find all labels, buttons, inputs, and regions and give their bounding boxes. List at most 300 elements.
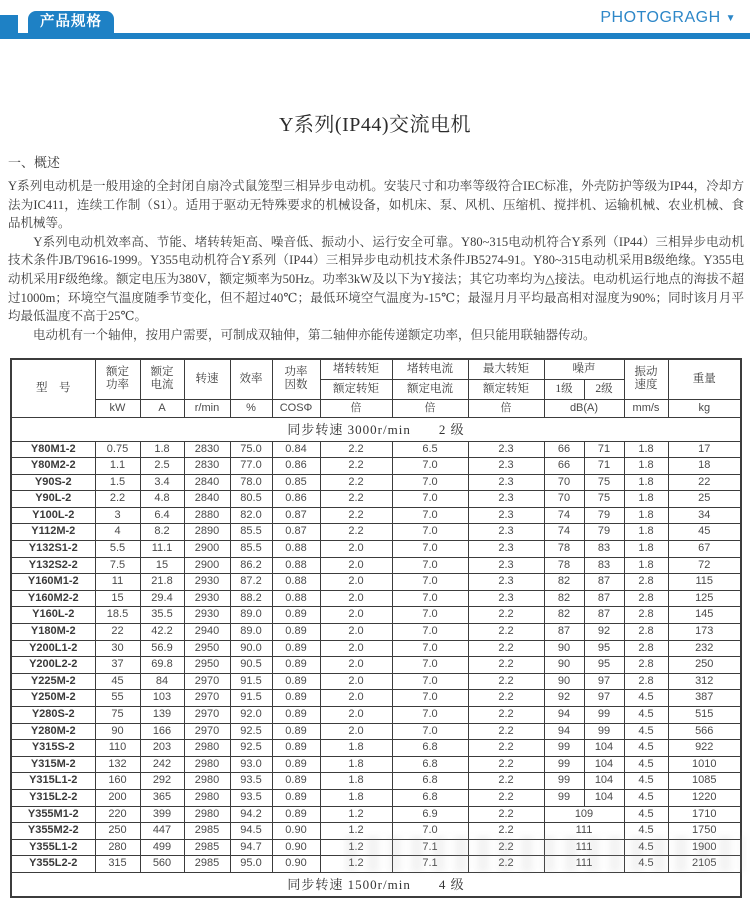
model-cell: Y100L-2: [11, 507, 95, 524]
col-noise-grade2: 2级: [584, 379, 624, 399]
value-cell: 7.0: [392, 541, 468, 558]
value-cell: 15: [95, 590, 140, 607]
top-bar: [0, 0, 750, 40]
value-cell: 2.3: [468, 574, 544, 591]
value-cell: 99: [584, 723, 624, 740]
value-cell: 92: [544, 690, 584, 707]
value-cell: 1.8: [624, 474, 668, 491]
model-cell: Y280S-2: [11, 707, 95, 724]
value-cell: 1.8: [140, 441, 184, 458]
value-cell: 1085: [668, 773, 741, 790]
value-cell: 94: [544, 707, 584, 724]
value-cell: 2880: [184, 507, 230, 524]
table-row: [11, 756, 741, 773]
value-cell: 2.0: [320, 673, 392, 690]
table-row: [11, 657, 741, 674]
value-cell: 125: [668, 590, 741, 607]
col-locked-rotor-current-num: 堵转电流: [392, 359, 468, 379]
value-cell: 1.8: [624, 507, 668, 524]
section-band-label: 同步转速 3000r/min 2 级: [11, 417, 741, 441]
value-cell: 1.5: [95, 474, 140, 491]
table-row: [11, 707, 741, 724]
col-locked-rotor-torque-den: 额定转矩: [320, 379, 392, 399]
value-cell: 91.5: [230, 690, 272, 707]
value-cell: 173: [668, 624, 741, 641]
value-cell: 7.0: [392, 524, 468, 541]
col-locked-rotor-current-den: 额定电流: [392, 379, 468, 399]
value-cell: 7.0: [392, 458, 468, 475]
value-cell: 88.2: [230, 590, 272, 607]
value-cell: 2.3: [468, 541, 544, 558]
value-cell: 85.5: [230, 541, 272, 558]
value-cell: 0.88: [272, 574, 320, 591]
value-cell: 99: [544, 756, 584, 773]
table-row: [11, 607, 741, 624]
value-cell: 2.3: [468, 491, 544, 508]
value-cell: 95.0: [230, 856, 272, 873]
value-cell: 0.85: [272, 474, 320, 491]
value-cell: 0.86: [272, 458, 320, 475]
value-cell: 1220: [668, 789, 741, 806]
value-cell: 6.8: [392, 740, 468, 757]
model-cell: Y160M1-2: [11, 574, 95, 591]
value-cell: 56.9: [140, 640, 184, 657]
value-cell: 922: [668, 740, 741, 757]
table-row: [11, 458, 741, 475]
value-cell: 94.5: [230, 823, 272, 840]
value-cell: 74: [544, 524, 584, 541]
spec-table-head: [11, 359, 741, 417]
model-cell: Y80M2-2: [11, 458, 95, 475]
value-cell: 166: [140, 723, 184, 740]
value-cell: 7.0: [392, 823, 468, 840]
value-cell: 2.3: [468, 458, 544, 475]
col-speed: 转速: [184, 359, 230, 399]
value-cell: 2950: [184, 657, 230, 674]
value-cell: 110: [95, 740, 140, 757]
value-cell: 2105: [668, 856, 741, 873]
value-cell: 4.5: [624, 823, 668, 840]
value-cell: 77.0: [230, 458, 272, 475]
unit-lrt: 倍: [320, 399, 392, 417]
value-cell: 7.1: [392, 839, 468, 856]
col-model: 型 号: [11, 359, 95, 417]
value-cell: 18: [668, 458, 741, 475]
value-cell: 2.3: [468, 590, 544, 607]
value-cell: 111: [544, 823, 624, 840]
value-cell: 280: [95, 839, 140, 856]
value-cell: 82: [544, 574, 584, 591]
value-cell: 104: [584, 756, 624, 773]
value-cell: 2.8: [624, 574, 668, 591]
col-locked-rotor-torque-num: 堵转转矩: [320, 359, 392, 379]
value-cell: 2.2: [320, 458, 392, 475]
value-cell: 104: [584, 740, 624, 757]
value-cell: 4.5: [624, 789, 668, 806]
value-cell: 55: [95, 690, 140, 707]
value-cell: 45: [668, 524, 741, 541]
value-cell: 90: [95, 723, 140, 740]
value-cell: 4.5: [624, 806, 668, 823]
value-cell: 0.88: [272, 557, 320, 574]
value-cell: 2.2: [468, 839, 544, 856]
value-cell: 87: [584, 574, 624, 591]
value-cell: 22: [95, 624, 140, 641]
value-cell: 0.89: [272, 607, 320, 624]
value-cell: 104: [584, 789, 624, 806]
table-row: [11, 723, 741, 740]
value-cell: 95: [584, 640, 624, 657]
table-row: [11, 856, 741, 873]
value-cell: 250: [668, 657, 741, 674]
value-cell: 37: [95, 657, 140, 674]
photograph-label: PHOTOGRAGH: [600, 9, 721, 26]
value-cell: 90: [544, 640, 584, 657]
value-cell: 87: [584, 607, 624, 624]
overview-paragraph-3: 电动机有一个轴伸，按用户需要，可制成双轴伸，第二轴伸亦能传递额定功率，但只能用联轴器传动。: [8, 327, 596, 342]
value-cell: 1.8: [320, 756, 392, 773]
value-cell: 95: [584, 657, 624, 674]
value-cell: 7.0: [392, 657, 468, 674]
value-cell: 103: [140, 690, 184, 707]
value-cell: 2.2: [320, 524, 392, 541]
value-cell: 2.2: [468, 624, 544, 641]
value-cell: 1.2: [320, 823, 392, 840]
value-cell: 2970: [184, 690, 230, 707]
table-row: [11, 823, 741, 840]
value-cell: 2930: [184, 590, 230, 607]
value-cell: 94: [544, 723, 584, 740]
value-cell: 4.5: [624, 756, 668, 773]
value-cell: 2980: [184, 789, 230, 806]
model-cell: Y315L1-2: [11, 773, 95, 790]
table-row: [11, 806, 741, 823]
model-cell: Y355L1-2: [11, 839, 95, 856]
value-cell: 0.89: [272, 756, 320, 773]
model-cell: Y80M1-2: [11, 441, 95, 458]
value-cell: 92.5: [230, 723, 272, 740]
value-cell: 67: [668, 541, 741, 558]
value-cell: 0.90: [272, 856, 320, 873]
value-cell: 7.0: [392, 607, 468, 624]
model-cell: Y225M-2: [11, 673, 95, 690]
value-cell: 0.89: [272, 723, 320, 740]
photograph-dropdown[interactable]: [600, 9, 736, 27]
value-cell: 2985: [184, 823, 230, 840]
value-cell: 74: [544, 507, 584, 524]
value-cell: 2.2: [468, 640, 544, 657]
value-cell: 45: [95, 673, 140, 690]
value-cell: 2840: [184, 474, 230, 491]
value-cell: 0.89: [272, 640, 320, 657]
table-row: [11, 640, 741, 657]
value-cell: 97: [584, 690, 624, 707]
value-cell: 2970: [184, 673, 230, 690]
table-row: [11, 740, 741, 757]
value-cell: 2890: [184, 524, 230, 541]
col-rated-current: 额定 电流: [140, 359, 184, 399]
value-cell: 92.5: [230, 740, 272, 757]
value-cell: 7.0: [392, 690, 468, 707]
table-row: [11, 624, 741, 641]
value-cell: 1.2: [320, 856, 392, 873]
value-cell: 0.87: [272, 524, 320, 541]
value-cell: 75: [584, 491, 624, 508]
unit-power: kW: [95, 399, 140, 417]
page-title: Y系列(IP44)交流电机: [278, 114, 472, 136]
value-cell: 78.0: [230, 474, 272, 491]
value-cell: 109: [544, 806, 624, 823]
value-cell: 99: [544, 740, 584, 757]
value-cell: 1750: [668, 823, 741, 840]
value-cell: 0.75: [95, 441, 140, 458]
value-cell: 2.2: [320, 474, 392, 491]
model-cell: Y200L2-2: [11, 657, 95, 674]
value-cell: 30: [95, 640, 140, 657]
table-row: [11, 524, 741, 541]
value-cell: 2.2: [468, 756, 544, 773]
value-cell: 7.0: [392, 557, 468, 574]
value-cell: 86.2: [230, 557, 272, 574]
col-noise-grade1: 1级: [544, 379, 584, 399]
model-cell: Y355M2-2: [11, 823, 95, 840]
value-cell: 22: [668, 474, 741, 491]
value-cell: 2.0: [320, 657, 392, 674]
value-cell: 0.89: [272, 740, 320, 757]
value-cell: 2.2: [320, 441, 392, 458]
value-cell: 2.2: [468, 690, 544, 707]
value-cell: 93.5: [230, 789, 272, 806]
value-cell: 2830: [184, 458, 230, 475]
value-cell: 0.89: [272, 773, 320, 790]
accent-divider: [0, 33, 750, 39]
unit-noise: dB(A): [544, 399, 624, 417]
value-cell: 2985: [184, 856, 230, 873]
value-cell: 0.84: [272, 441, 320, 458]
value-cell: 2.8: [624, 624, 668, 641]
value-cell: 69.8: [140, 657, 184, 674]
table-row: [11, 789, 741, 806]
value-cell: 145: [668, 607, 741, 624]
value-cell: 4: [95, 524, 140, 541]
value-cell: 0.86: [272, 491, 320, 508]
value-cell: 2985: [184, 839, 230, 856]
value-cell: 78: [544, 541, 584, 558]
value-cell: 1.8: [624, 458, 668, 475]
value-cell: 2970: [184, 707, 230, 724]
value-cell: 0.89: [272, 806, 320, 823]
value-cell: 2.0: [320, 541, 392, 558]
model-cell: Y355M1-2: [11, 806, 95, 823]
value-cell: 2.0: [320, 690, 392, 707]
value-cell: 99: [544, 773, 584, 790]
value-cell: 312: [668, 673, 741, 690]
value-cell: 2.0: [320, 557, 392, 574]
value-cell: 2.2: [468, 707, 544, 724]
section-band: [11, 417, 741, 441]
value-cell: 7.0: [392, 474, 468, 491]
overview-heading: 一、概述: [8, 155, 61, 170]
value-cell: 83: [584, 557, 624, 574]
value-cell: 1.8: [624, 441, 668, 458]
value-cell: 104: [584, 773, 624, 790]
value-cell: 2.0: [320, 624, 392, 641]
value-cell: 90.5: [230, 657, 272, 674]
col-noise: 噪声: [544, 359, 624, 379]
unit-efficiency: %: [230, 399, 272, 417]
spec-table: [10, 358, 742, 898]
table-row: [11, 773, 741, 790]
value-cell: 2.0: [320, 707, 392, 724]
value-cell: 21.8: [140, 574, 184, 591]
overview-paragraph-2: Y系列电动机效率高、节能、堵转转矩高、噪音低、振动小、运行安全可靠。Y80~315电动机符合Y系列（IP44）三相异步电动机技术条件JB/T9616-1999。Y355电动机符合Y系列（IP44）三相异步电动机技术条件JB5274-91。Y80~315电动机采用B级绝缘。Y355电动机采用F级绝缘。额定电压为380V，额定频率为50Hz。功率3kW及以下为Y接法；其它功率均为△接法。电动机运行地点的海拔不超过1000m；环境空气温度随季节变化，但不超过40℃；最低环境空气温度为-15℃；最湿月月平均最高相对湿度为90%；同时该月月平均最低温度不高于25℃。: [8, 234, 744, 324]
section-band-label: 同步转速 1500r/min 4 级: [11, 872, 741, 897]
value-cell: 6.5: [392, 441, 468, 458]
value-cell: 2.2: [468, 607, 544, 624]
value-cell: 2.2: [95, 491, 140, 508]
table-row: [11, 673, 741, 690]
value-cell: 84: [140, 673, 184, 690]
value-cell: 365: [140, 789, 184, 806]
value-cell: 35.5: [140, 607, 184, 624]
value-cell: 17: [668, 441, 741, 458]
value-cell: 4.5: [624, 690, 668, 707]
value-cell: 111: [544, 856, 624, 873]
value-cell: 79: [584, 524, 624, 541]
value-cell: 2.3: [468, 507, 544, 524]
value-cell: 6.4: [140, 507, 184, 524]
value-cell: 71: [584, 458, 624, 475]
value-cell: 139: [140, 707, 184, 724]
value-cell: 1.2: [320, 806, 392, 823]
value-cell: 4.5: [624, 773, 668, 790]
value-cell: 72: [668, 557, 741, 574]
unit-mt: 倍: [468, 399, 544, 417]
value-cell: 0.88: [272, 590, 320, 607]
table-row: [11, 590, 741, 607]
value-cell: 566: [668, 723, 741, 740]
value-cell: 250: [95, 823, 140, 840]
value-cell: 4.5: [624, 839, 668, 856]
value-cell: 91.5: [230, 673, 272, 690]
value-cell: 82.0: [230, 507, 272, 524]
value-cell: 25: [668, 491, 741, 508]
col-vibration: 振动 速度: [624, 359, 668, 399]
model-cell: Y200L1-2: [11, 640, 95, 657]
unit-weight: kg: [668, 399, 741, 417]
spec-table-container: [10, 358, 740, 898]
value-cell: 87: [544, 624, 584, 641]
value-cell: 2980: [184, 806, 230, 823]
value-cell: 2.2: [468, 789, 544, 806]
value-cell: 4.5: [624, 723, 668, 740]
value-cell: 2950: [184, 640, 230, 657]
table-row: [11, 491, 741, 508]
value-cell: 515: [668, 707, 741, 724]
value-cell: 2.8: [624, 607, 668, 624]
value-cell: 75: [95, 707, 140, 724]
value-cell: 6.8: [392, 756, 468, 773]
table-row: [11, 557, 741, 574]
value-cell: 2840: [184, 491, 230, 508]
value-cell: 6.8: [392, 773, 468, 790]
value-cell: 6.8: [392, 789, 468, 806]
value-cell: 2.8: [624, 657, 668, 674]
value-cell: 89.0: [230, 607, 272, 624]
model-cell: Y315M-2: [11, 756, 95, 773]
value-cell: 70: [544, 491, 584, 508]
value-cell: 1.8: [320, 789, 392, 806]
value-cell: 2980: [184, 740, 230, 757]
value-cell: 2.2: [320, 491, 392, 508]
value-cell: 2.0: [320, 640, 392, 657]
value-cell: 132: [95, 756, 140, 773]
value-cell: 560: [140, 856, 184, 873]
value-cell: 99: [584, 707, 624, 724]
model-cell: Y355L2-2: [11, 856, 95, 873]
unit-power-factor: COSΦ: [272, 399, 320, 417]
value-cell: 97: [584, 673, 624, 690]
model-cell: Y90L-2: [11, 491, 95, 508]
value-cell: 90: [544, 657, 584, 674]
value-cell: 4.5: [624, 856, 668, 873]
overview-text: [8, 177, 744, 344]
value-cell: 92: [584, 624, 624, 641]
value-cell: 80.5: [230, 491, 272, 508]
value-cell: 0.87: [272, 507, 320, 524]
col-max-torque-num: 最大转矩: [468, 359, 544, 379]
value-cell: 82: [544, 607, 584, 624]
value-cell: 0.89: [272, 657, 320, 674]
value-cell: 4.8: [140, 491, 184, 508]
value-cell: 66: [544, 441, 584, 458]
value-cell: 2970: [184, 723, 230, 740]
value-cell: 7.0: [392, 590, 468, 607]
model-cell: Y280M-2: [11, 723, 95, 740]
model-cell: Y315S-2: [11, 740, 95, 757]
value-cell: 387: [668, 690, 741, 707]
value-cell: 0.89: [272, 789, 320, 806]
value-cell: 89.0: [230, 624, 272, 641]
value-cell: 2.2: [468, 723, 544, 740]
value-cell: 2900: [184, 541, 230, 558]
value-cell: 0.89: [272, 707, 320, 724]
tab-product-specs[interactable]: 产品规格: [28, 11, 114, 34]
section-band: [11, 872, 741, 897]
value-cell: 2.3: [468, 524, 544, 541]
value-cell: 2.2: [468, 806, 544, 823]
value-cell: 99: [544, 789, 584, 806]
value-cell: 15: [140, 557, 184, 574]
value-cell: 2930: [184, 574, 230, 591]
value-cell: 0.89: [272, 624, 320, 641]
value-cell: 18.5: [95, 607, 140, 624]
value-cell: 1.8: [624, 557, 668, 574]
value-cell: 11.1: [140, 541, 184, 558]
value-cell: 1.8: [320, 773, 392, 790]
unit-lrc: 倍: [392, 399, 468, 417]
table-row: [11, 839, 741, 856]
value-cell: 75.0: [230, 441, 272, 458]
unit-current: A: [140, 399, 184, 417]
value-cell: 90: [544, 673, 584, 690]
value-cell: 7.0: [392, 723, 468, 740]
overview-paragraph-1: Y系列电动机是一般用途的全封闭自扇冷式鼠笼型三相异步电动机。安装尺寸和功率等级符合IEC标准，外壳防护等级为IP44，冷却方法为IC411，连续工作制（S1）。适用于驱动无特殊要求的机械设备，如机床、泵、风机、压缩机、搅拌机、运输机械、农业机械、食品机械等。: [8, 179, 744, 231]
col-power-factor: 功率 因数: [272, 359, 320, 399]
value-cell: 2.2: [468, 773, 544, 790]
value-cell: 0.90: [272, 839, 320, 856]
table-row: [11, 541, 741, 558]
